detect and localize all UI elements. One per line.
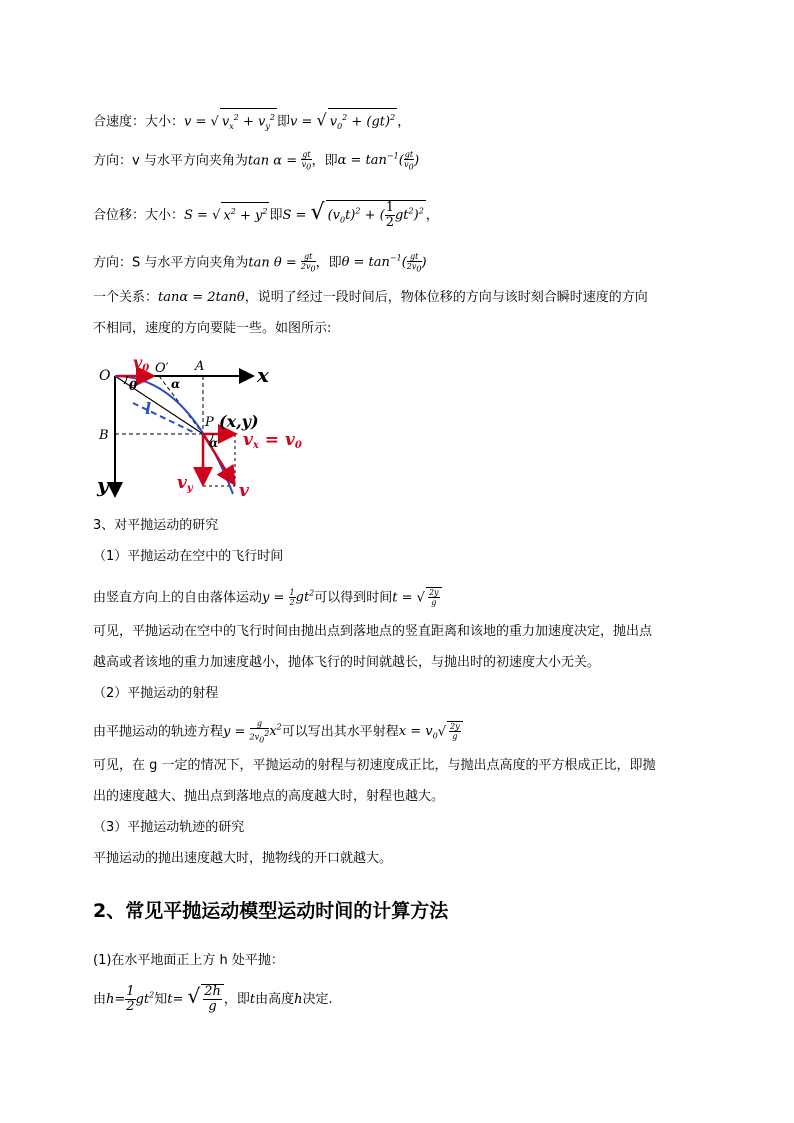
case-1-title: (1)在水平地面正上方 h 处平抛： [93,953,284,968]
label-text: 合位移：大小： [93,208,185,223]
tail-text: ，即 [223,992,250,1007]
range-explanation-1: 可见，在 g 一定的情况下，平抛运动的射程与初速度成正比，与抛出点高度的平方根成正比，即抛 [93,758,656,773]
flight-time-formula-line: 由竖直方向上的自由落体运动y = $\frac{1}{2}$ $gt^2$可以得到时间t = √ $\frac{2y}{g}$ [93,585,442,607]
prefix-text: 由 [93,992,107,1007]
label-B: B [99,428,109,443]
label-text: 方向：v 与水平方向夹角为 [93,153,248,169]
case-1-formula-line: 由h= $\frac{1}{2}$ $gt^2$知t= √ $\frac{2h}{g}$ ，即t由高度h决定. [93,984,333,1014]
relation-line [93,289,648,307]
range-formula-line: 由平抛运动的轨迹方程y = $\frac{g}{2v_0^2}$ $x^2$可以写出其水平射程$x = v_0√$ $\frac{2y}{g}$ [93,719,463,746]
range-explanation-2: 出的速度越大、抛出点到落地点的高度越大时，射程也越大。 [93,789,445,804]
flight-time-explanation-1: 可见，平抛运动在空中的飞行时间由抛出点到落地点的竖直距离和该地的重力加速度决定，抛出点 [93,624,653,639]
trajectory-explanation: 平抛运动的抛出速度越大时，抛物线的开口就越大。 [93,851,393,866]
displacement-direction-line: 方向：S 与水平方向夹角为tan θ = $\frac{gt}{2v_0}$ ，即$\theta = \tan^{-1}$( $\frac{gt}{2v_0}$ ) [93,252,427,274]
projectile-diagram [93,348,313,504]
label-vy: vy [177,473,193,494]
join-text: ，即 [311,153,338,169]
resultant-displacement-line: 合位移：大小：S = √ $x^2 + y^2$ 即S = √ $(v_0t)^2$ + ( $\frac{1}{2}$ $gt^2)^2$ ， [93,200,439,230]
label-A: A [195,359,205,374]
label-theta: θ [129,379,138,393]
label-O: O [99,368,111,384]
prefix-text: 由平抛运动的轨迹方程 [93,724,224,740]
label-O-prime: O′ [155,361,169,376]
label-y: y [97,473,109,497]
flight-time-explanation-2: 越高或者该地的重力加速度越小，抛体飞行的时间就越长，与抛出时的初速度大小无关。 [93,655,601,670]
label-vx: vx = v0 [243,430,302,451]
section-3-2-title: （2）平抛运动的射程 [93,686,219,701]
label-text: 一个关系： [93,290,159,305]
join-text: ，即 [315,255,342,271]
label-v: v [239,481,249,501]
mid-text: 可以得到时间 [314,590,393,606]
label-text: 合速度：大小： [93,114,185,130]
relation-line-2: 不相同，速度的方向要陡一些。如图所示: [93,321,332,336]
section-3-title: 3、对平抛运动的研究 [93,518,219,533]
join-text: 即 [269,208,283,223]
velocity-direction-line: 方向：v 与水平方向夹角为tan α = $\frac{gt}{v_0}$ ，即$\alpha = \tan^{-1}$( $\frac{gt}{v_0}$ ) [93,150,420,172]
label-x: x [257,363,269,387]
section-heading-2: 2、常见平抛运动模型运动时间的计算方法 [93,900,449,922]
relation-text: ，说明了经过一段时间后，物体位移的方向与该时刻合瞬时速度的方向 [244,290,648,305]
label-v0: v0 [133,353,150,374]
label-l: l [145,399,152,418]
end-text-2: 决定. [302,992,333,1007]
section-3-1-title: （1）平抛运动在空中的飞行时间 [93,549,284,564]
label-alpha-bottom: α [209,436,219,450]
join-text: 即 [276,114,290,130]
label-alpha-top: α [171,377,181,391]
resultant-velocity-line: 合速度：大小：v = √ $v_x^2 + v_y^2$ 即v = √ $v_0^2 + (gt)^2$ ， [93,108,410,136]
mid-text: 可以写出其水平射程 [281,724,399,740]
label-text: 方向：S 与水平方向夹角为 [93,255,249,271]
tail-text: ， [397,114,411,130]
label-Pxy: (x,y) [219,412,259,431]
section-3-3-title: （3）平抛运动轨迹的研究 [93,820,245,835]
label-P: P [205,415,214,430]
relation-formula: tanα = 2tanθ [158,290,245,305]
end-text: 由高度 [255,992,295,1007]
mid-text: 知 [154,992,168,1007]
prefix-text: 由竖直方向上的自由落体运动 [93,590,263,606]
tail-text: ， [425,208,439,223]
